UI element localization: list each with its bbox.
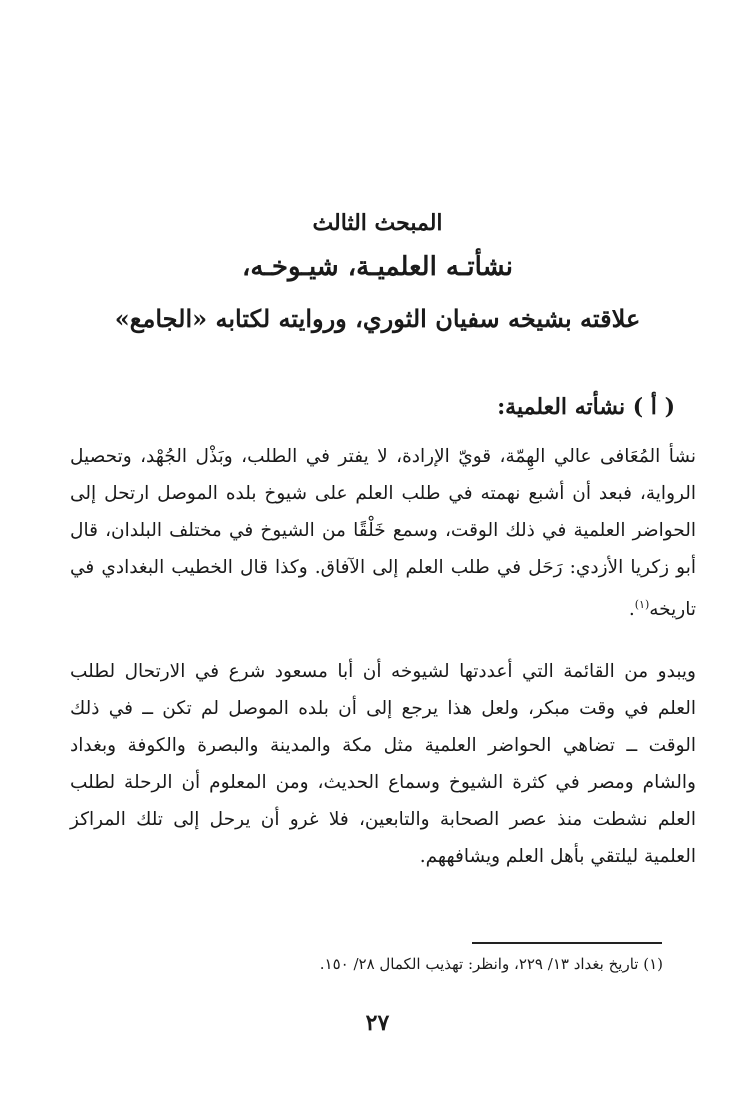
footnote: (١) تاريخ بغداد ١٣/ ٢٢٩، وانظر: تهذيب الكمال ٢٨/ ١٥٠. (319, 955, 663, 973)
paragraph-1 (70, 438, 696, 628)
page-title: نشأتـه العلميـة، شيـوخـه، (241, 252, 514, 282)
page-number: ٢٧ (365, 1010, 390, 1036)
section-title: ( أ ) نشأته العلمية: (497, 394, 675, 420)
footnote-divider (472, 942, 662, 944)
page-subtitle: علاقته بشيخه سفيان الثوري، وروايته لكتابه «الجامع» (114, 304, 641, 333)
paragraph-1-end: . (628, 599, 635, 621)
paragraph-2: ويبدو من القائمة التي أعددتها لشيوخه أن أبا مسعود شرع في الارتحال لطلب العلم في وقت مبكر، ولعل هذا يرجع إلى أن بلده الموصل لم تكن ــ في ذلك الوقت ــ تضاهي الحواضر العلمية مثل مكة والمدينة والبصرة والكوفة وبغداد والشام ومصر في كثرة الشيوخ وسماع الحديث، ومن المعلوم أن الرحلة لطلب العلم نشطت منذ عصر الصحابة والتابعين، فلا غرو أن يرحل إلى تلك المراكز العلمية ليلتقي بأهل العلم ويشافههم. (70, 661, 696, 867)
paragraph-1-text: نشأ المُعَافى عالي الهِمّة، قويّ الإرادة، لا يفتر في الطلب، وبَذْل الجُهْد، وتحصيل الرواية، فبعد أن أشبع نهمته في طلب العلم على شيوخ بلده الموصل ارتحل إلى الحواضر العلمية في ذلك الوقت، وسمع خَلْقًا من الشيوخ في مختلف البلدان، قال أبو زكريا الأزدي: رَحَل في طلب العلم إلى الآفاق. وكذا قال الخطيب البغدادي في تاريخه (70, 446, 696, 621)
footnote-marker: (١) (634, 598, 650, 611)
chapter-heading: المبحث الثالث (312, 210, 443, 236)
